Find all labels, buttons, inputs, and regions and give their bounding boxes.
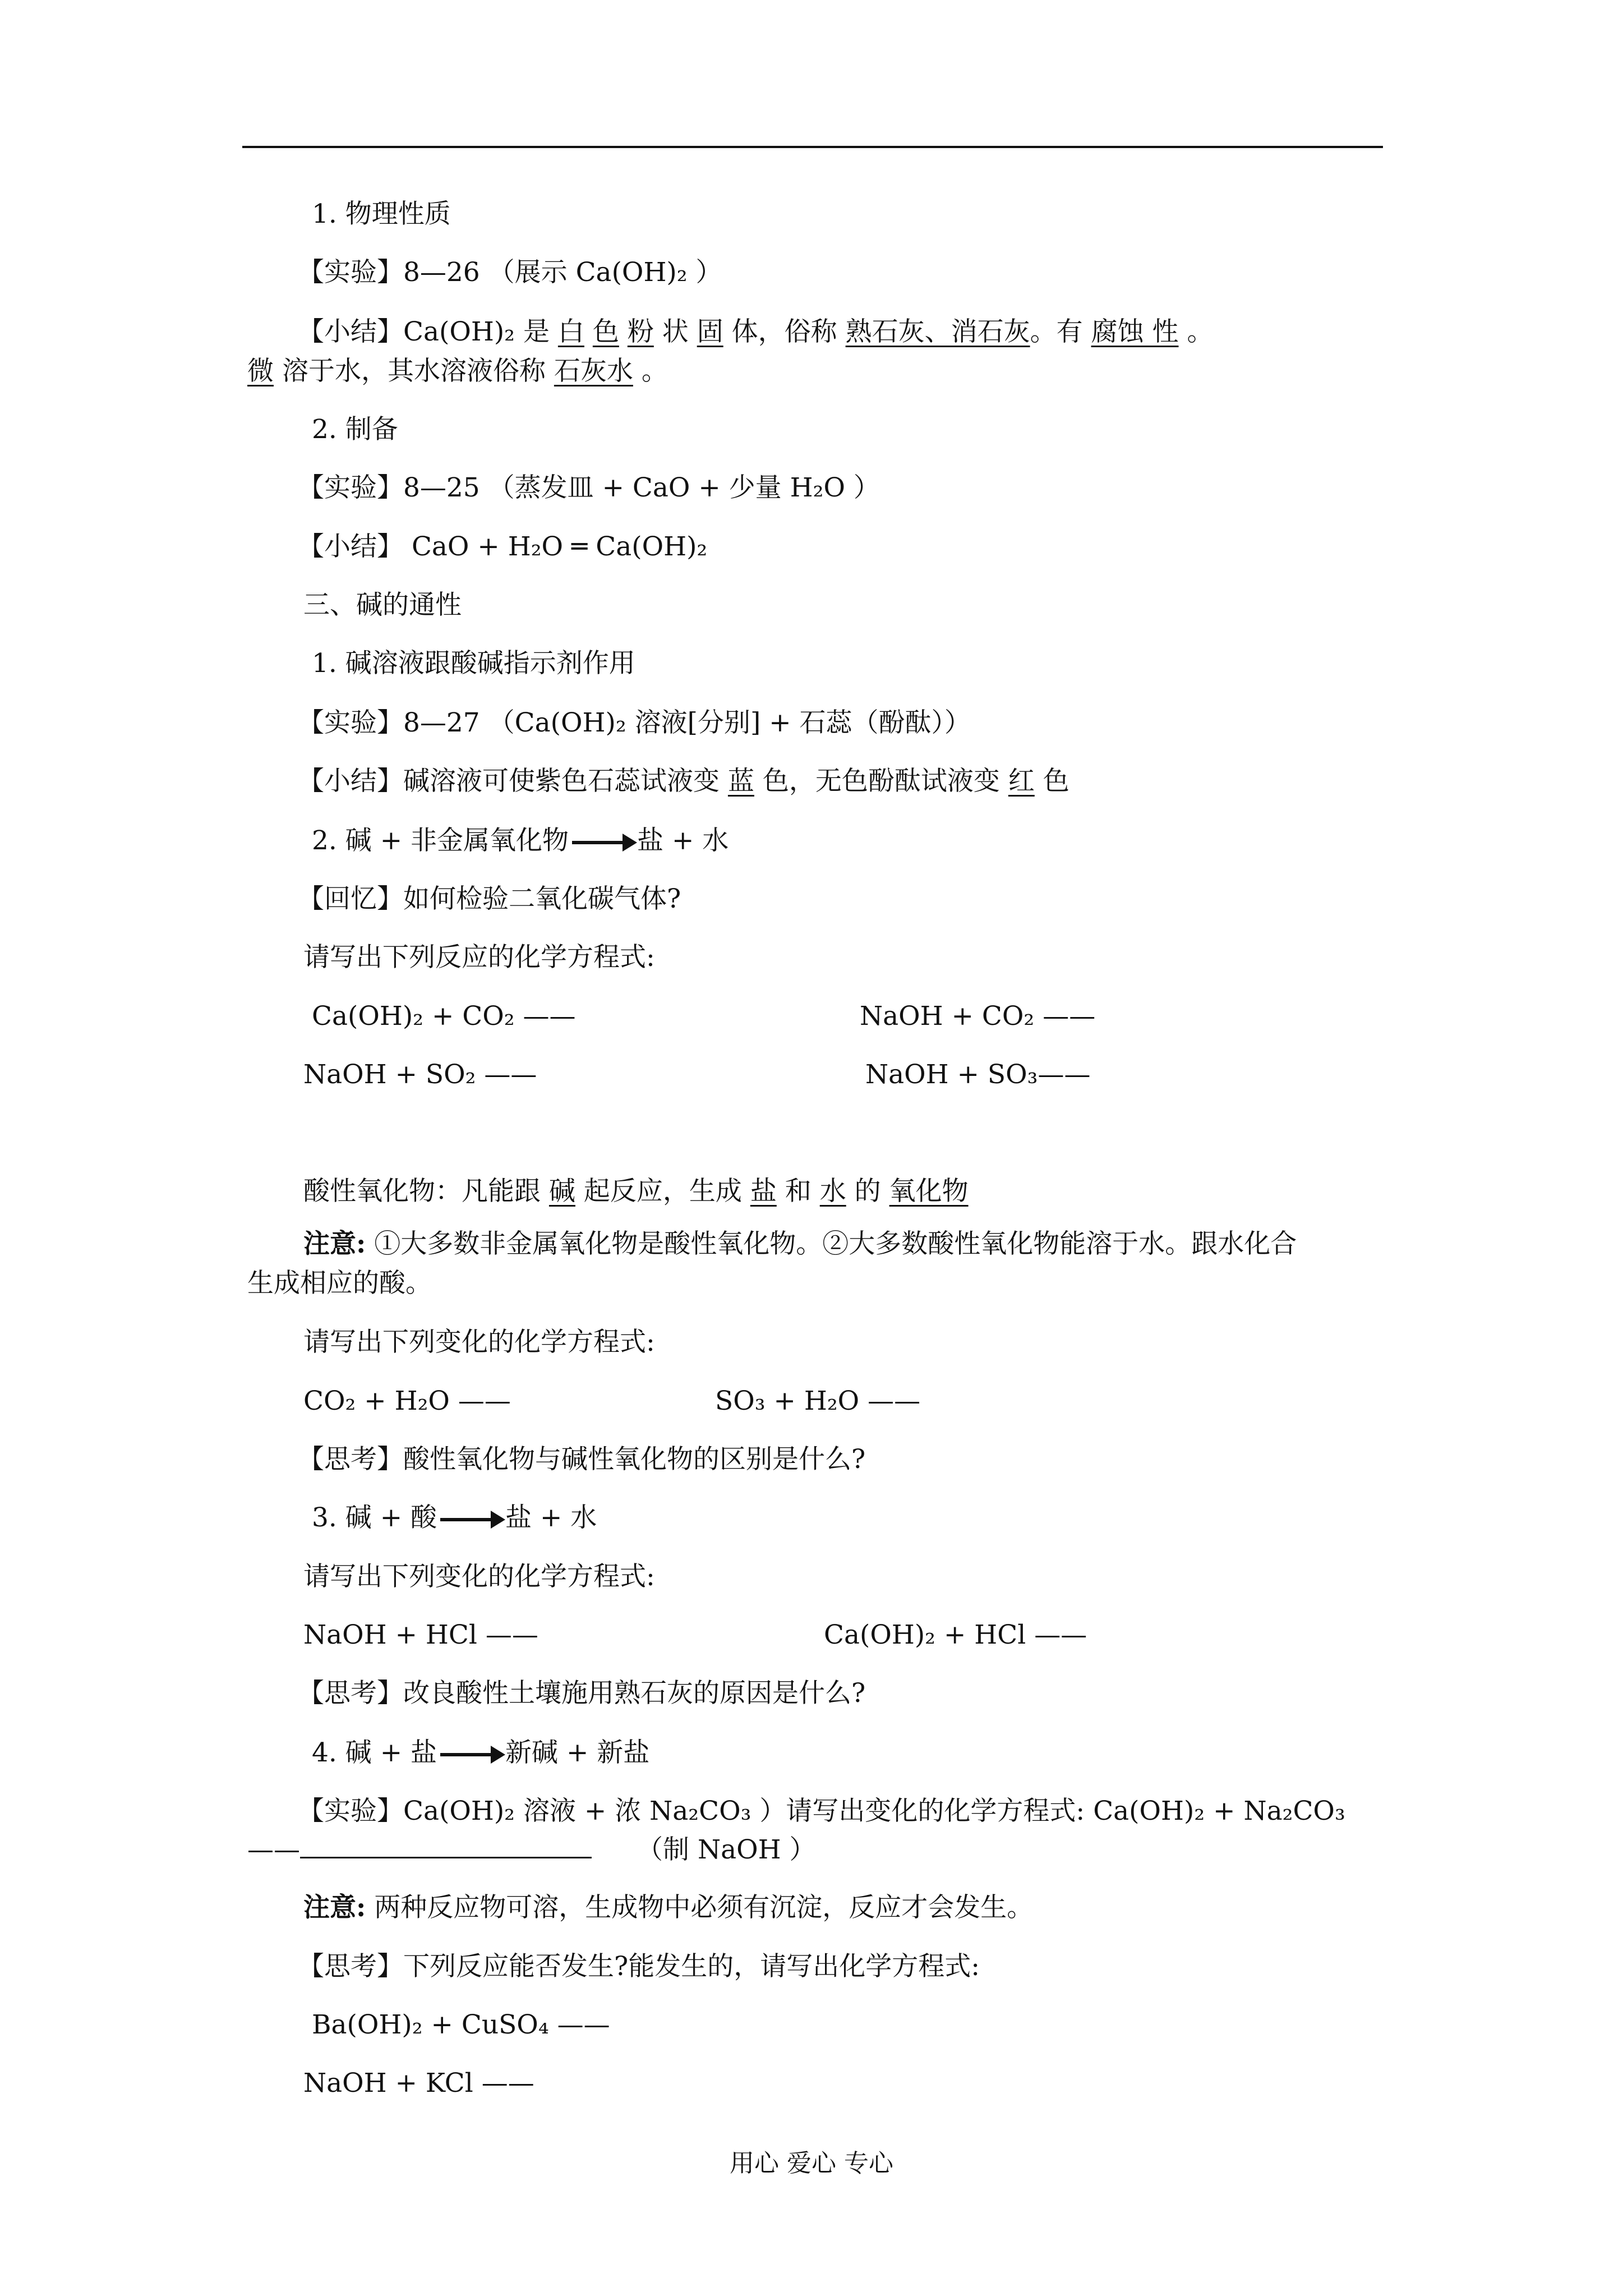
header-rule bbox=[242, 146, 1383, 148]
note-line: 注意: ①大多数非金属氧化物是酸性氧化物。②大多数酸性氧化物能溶于水。跟水化合 bbox=[303, 1228, 1297, 1259]
arrow-icon bbox=[440, 1518, 502, 1521]
summary-line: 【小结】Ca(OH)₂ 是 白 色 粉 状 固 体，俗称 熟石灰、消石灰。有 腐蚀 性 。 bbox=[298, 316, 1214, 347]
summary-line: 【小结】碱溶液可使紫色石蕊试液变 蓝 色，无色酚酞试液变 红 色 bbox=[298, 766, 1069, 797]
instruction-line: 请写出下列变化的化学方程式: bbox=[303, 1327, 655, 1358]
recall-line: 【回忆】如何检验二氧化碳气体? bbox=[298, 884, 681, 914]
instruction-line: 请写出下列反应的化学方程式: bbox=[303, 942, 655, 973]
section-heading: 4. 碱 + 盐 新碱 + 新盐 bbox=[312, 1737, 650, 1768]
section-heading: 3. 碱 + 酸 盐 + 水 bbox=[312, 1502, 597, 1533]
definition-line: 酸性氧化物：凡能跟 碱 起反应，生成 盐 和 水 的 氧化物 bbox=[303, 1176, 969, 1207]
section-heading: 1. 物理性质 bbox=[312, 199, 451, 229]
arrow-icon bbox=[440, 1753, 502, 1756]
page-footer: 用心 爱心 专心 bbox=[730, 2149, 893, 2178]
note-line-continued: 生成相应的酸。 bbox=[247, 1268, 432, 1299]
section-heading: 2. 制备 bbox=[312, 414, 398, 445]
section-heading: 2. 碱 + 非金属氧化物 盐 + 水 bbox=[312, 825, 729, 856]
note-line: 注意: 两种反应物可溶，生成物中必须有沉淀，反应才会发生。 bbox=[303, 1892, 1034, 1923]
experiment-line: 【实验】8—27 （Ca(OH)₂ 溶液[分别] + 石蕊（酚酞）） bbox=[298, 707, 971, 738]
equation: NaOH + HCl —— bbox=[303, 1619, 538, 1650]
section-heading: 1. 碱溶液跟酸碱指示剂作用 bbox=[312, 648, 635, 679]
equation: CO₂ + H₂O —— bbox=[303, 1386, 511, 1416]
equation: NaOH + KCl —— bbox=[303, 2068, 534, 2099]
equation: Ca(OH)₂ + HCl —— bbox=[824, 1619, 1087, 1650]
equation: NaOH + CO₂ —— bbox=[860, 1001, 1096, 1032]
experiment-line: 【实验】8—26 （展示 Ca(OH)₂ ） bbox=[298, 257, 722, 288]
think-line: 【思考】下列反应能否发生?能发生的，请写出化学方程式: bbox=[298, 1951, 980, 1982]
equation: SO₃ + H₂O —— bbox=[715, 1386, 921, 1416]
equation: NaOH + SO₂ —— bbox=[303, 1059, 537, 1090]
summary-line: 【小结】 CaO + H₂O ═ Ca(OH)₂ bbox=[298, 531, 708, 562]
answer-blank[interactable] bbox=[300, 1832, 592, 1858]
instruction-line: 请写出下列变化的化学方程式: bbox=[303, 1561, 655, 1592]
answer-line: —— （制 NaOH ） bbox=[247, 1832, 816, 1867]
experiment-line: 【实验】8—25 （蒸发皿 + CaO + 少量 H₂O ） bbox=[298, 472, 880, 503]
think-line: 【思考】酸性氧化物与碱性氧化物的区别是什么? bbox=[298, 1444, 866, 1475]
summary-line-continued: 微 溶于水，其水溶液俗称 石灰水 。 bbox=[247, 356, 668, 386]
think-line: 【思考】改良酸性土壤施用熟石灰的原因是什么? bbox=[298, 1678, 866, 1709]
section-heading: 三、碱的通性 bbox=[303, 590, 462, 620]
arrow-icon bbox=[572, 841, 634, 844]
experiment-line: 【实验】Ca(OH)₂ 溶液 + 浓 Na₂CO₃ ）请写出变化的化学方程式: Ca(OH)₂ + Na₂CO₃ bbox=[298, 1796, 1345, 1826]
equation: Ca(OH)₂ + CO₂ —— bbox=[312, 1001, 576, 1032]
equation: NaOH + SO₃—— bbox=[865, 1059, 1091, 1090]
equation: Ba(OH)₂ + CuSO₄ —— bbox=[312, 2009, 610, 2040]
